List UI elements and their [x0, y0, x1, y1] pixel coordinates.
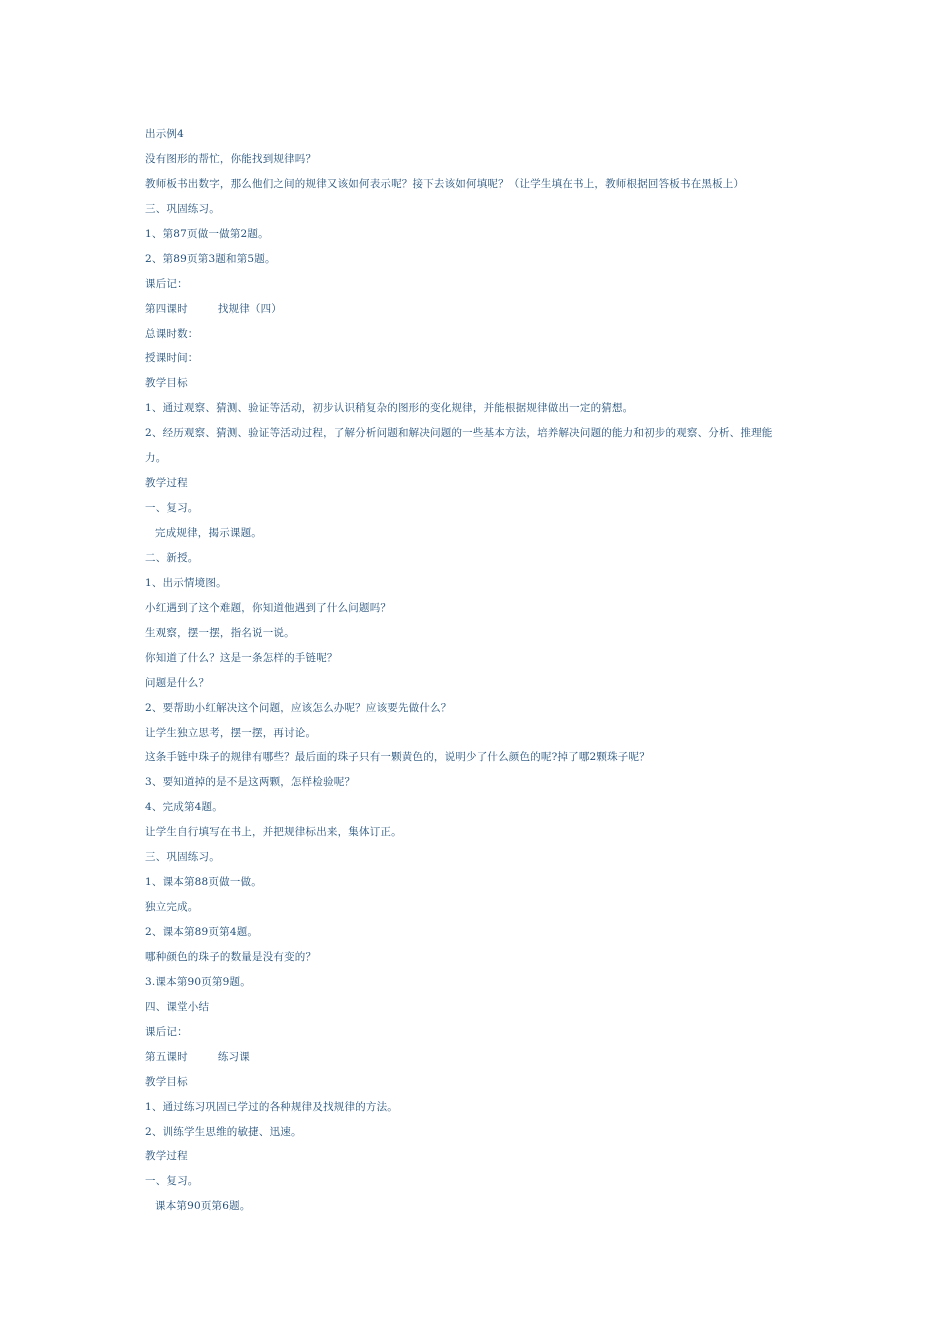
- text-line: 出示例4: [145, 128, 184, 140]
- text-line: 让学生独立思考，摆一摆，再讨论。: [145, 726, 317, 739]
- text-line: 课后记：: [145, 1025, 188, 1038]
- text-line: 2、第89页第3题和第5题。: [145, 252, 276, 265]
- text-line: 哪种颜色的珠子的数量是没有变的？: [145, 950, 317, 963]
- text-line: 课本第90页第6题。: [155, 1200, 251, 1213]
- text-line: 1、课本第88页做一做。: [145, 876, 262, 889]
- text-line: 没有图形的帮忙，你能找到规律吗？: [145, 152, 317, 165]
- text-line: 3.课本第90页第9题。: [145, 975, 251, 988]
- text-line: 3、要知道掉的是不是这两颗，怎样检验呢？: [145, 776, 356, 789]
- lesson-heading: [145, 1050, 815, 1075]
- text-line: 你知道了什么？这是一条怎样的手链呢？: [145, 651, 338, 664]
- text-line: 这条手链中珠子的规律有哪些？最后面的珠子只有一颗黄色的，说明少了什么颜色的呢?掉了哪2颗珠子呢？: [145, 751, 650, 764]
- section-heading: 教学目标: [145, 1075, 188, 1088]
- section-heading: 四、课堂小结: [145, 1000, 210, 1013]
- text-line: 让学生自行填写在书上，并把规律标出来，集体订正。: [145, 826, 402, 839]
- text-line: 问题是什么？: [145, 676, 210, 689]
- text-line: 4、完成第4题。: [145, 801, 223, 814]
- lesson-label: 第四课时: [145, 302, 188, 315]
- section-heading: 三、巩固练习。: [145, 851, 220, 864]
- text-line: 1、通过观察、猜测、验证等活动，初步认识稍复杂的图形的变化规律，并能根据规律做出一定的猜想。: [145, 402, 634, 415]
- text-line: 1、出示情境图。: [145, 576, 227, 589]
- text-line: 课后记：: [145, 277, 188, 290]
- section-heading: 一、复习。: [145, 1175, 199, 1188]
- text-line: 完成规律，揭示课题。: [155, 527, 262, 539]
- lesson-topic: 找规律（四）: [217, 302, 283, 315]
- section-heading: 二、新授。: [145, 551, 199, 564]
- section-heading: 三、巩固练习。: [145, 202, 220, 215]
- text-line: 授课时间：: [145, 352, 199, 365]
- text-line: 小红遇到了这个难题，你知道他遇到了什么问题吗？: [145, 601, 392, 614]
- text-line: 2、要帮助小红解决这个问题，应该怎么办呢？应该要先做什么？: [145, 701, 452, 714]
- text-line: 2、经历观察、猜测、验证等活动过程，了解分析问题和解决问题的一些基本方法，培养解决问题的能力和初步的观察、分析、推理能: [145, 427, 773, 440]
- text-line: 力。: [145, 452, 167, 465]
- lesson-heading: [145, 302, 815, 327]
- text-line: 教师板书出数字，那么他们之间的规律又该如何表示呢？接下去该如何填呢？（让学生填在书上，教师根据回答板书在黑板上）: [145, 177, 745, 190]
- text-line: 2、课本第89页第4题。: [145, 926, 259, 938]
- section-heading: 教学过程: [145, 477, 188, 490]
- text-line: 1、第87页做一做第2题。: [145, 227, 269, 240]
- section-heading: 教学目标: [145, 377, 188, 390]
- text-line: 生观察，摆一摆，指名说一说。: [145, 626, 295, 639]
- text-line: 2、训练学生思维的敏捷、迅速。: [145, 1125, 302, 1138]
- text-line: 独立完成。: [145, 901, 199, 914]
- document-body: [145, 127, 815, 1224]
- section-heading: 教学过程: [145, 1150, 188, 1163]
- text-line: 总课时数：: [145, 327, 199, 340]
- lesson-topic: 练习课: [217, 1050, 250, 1063]
- text-line: 1、通过练习巩固已学过的各种规律及找规律的方法。: [145, 1100, 398, 1113]
- lesson-label: 第五课时: [145, 1050, 188, 1063]
- section-heading: 一、复习。: [145, 502, 199, 515]
